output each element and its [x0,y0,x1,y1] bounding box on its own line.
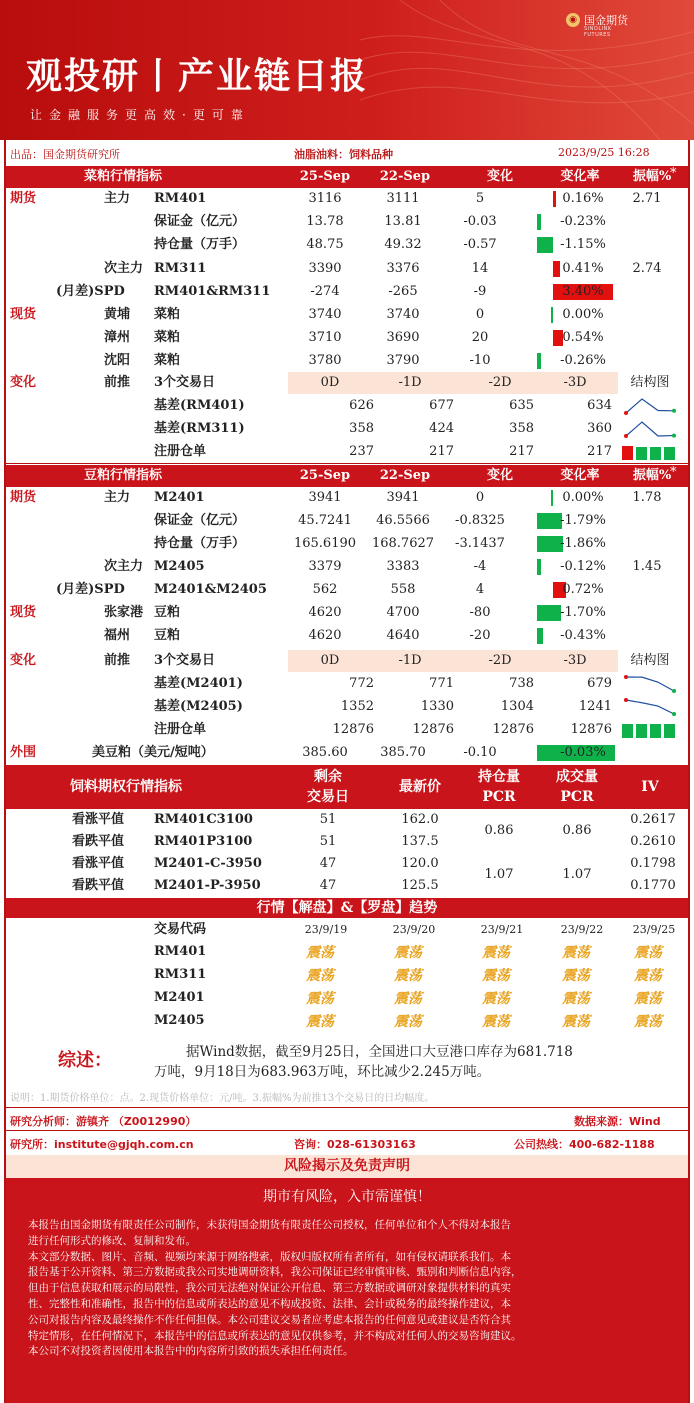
header-volume: 成交量 [556,769,598,785]
change-column-header: -3D [563,375,587,390]
option-contract: RM401C3100 [154,812,253,827]
trend-date: 23/9/21 [480,923,524,936]
value-previous: 49.32 [384,237,422,253]
value-previous: 3690 [386,330,420,346]
row-contract: 豆粕 [154,628,181,643]
change-value: 12876 [570,722,612,737]
value-current: 3740 [308,307,342,322]
last-price: 120.0 [401,856,439,871]
row-label: 主力 [104,490,131,505]
column-header: 22-Sep [379,468,431,483]
value-change: 5 [475,191,485,206]
trend-value: 震荡 [394,945,422,961]
value-current: 48.75 [306,237,344,253]
change-rate: -1.15% [560,237,606,253]
trend-value: 震荡 [634,968,662,984]
row-label: 前推 [104,375,131,390]
row-contract: RM401 [154,191,207,206]
trend-value: 震荡 [482,1014,510,1030]
sparkline-point [624,411,628,415]
change-column-header: -1D [398,653,422,668]
header-trading-days: 交易日 [307,789,349,805]
change-column-header: -2D [488,653,512,668]
column-header: 振幅% [632,468,672,483]
section-title: 豆粕行情指标 [84,468,163,483]
change-rate: -0.12% [560,559,606,574]
change-column-header: -3D [563,653,587,668]
value-previous: 3740 [386,307,420,322]
row-contract: M2405 [154,559,205,574]
row-label: 基差(RM401) [154,398,245,413]
trend-value: 震荡 [306,945,334,961]
warehouse-receipt-bar [622,446,633,460]
change-value: 771 [429,676,454,691]
sparkline-point [624,434,628,438]
value-previous: 168.7627 [371,536,435,551]
trend-value: 震荡 [482,945,510,961]
data-source: 数据来源：Wind [574,1115,661,1128]
row-contract: 菜粕 [154,307,181,322]
analyst-info: 研究分析师：游镇齐 （Z0012990） [10,1115,197,1128]
value-change: -3.1437 [455,536,505,551]
summary-label: 综述： [58,1050,112,1071]
change-column-header: 0D [320,653,340,668]
summary-text-line2: 万吨，9月18日为683.963万吨，环比减少2.245万吨。 [154,1064,491,1080]
row-label: 持仓量（万手） [154,536,246,551]
footer-divider [6,1107,688,1108]
change-column-header: -2D [488,375,512,390]
header-iv: IV [641,779,659,795]
row-group-label: 变化 [10,653,37,668]
change-value: 1241 [578,699,612,714]
row-label: 注册仓单 [154,722,207,737]
value-previous: 3941 [386,490,420,505]
header-oi: 持仓量 [478,769,520,785]
trend-date: 23/9/25 [632,923,676,936]
column-header: 25-Sep [299,169,351,184]
trend-value: 震荡 [306,991,334,1007]
option-contract: M2401-C-3950 [154,856,262,871]
volume-pcr: 1.07 [562,867,592,882]
warehouse-receipt-bar [664,447,675,460]
source-label: 出品：国金期货研究所 [10,148,120,161]
consult-phone: 咨询：028-61303163 [294,1138,416,1151]
footer-divider [6,1130,688,1131]
column-header: 22-Sep [379,169,431,184]
disclaimer-block [6,1178,688,1403]
report-header [0,0,694,140]
value-current: 13.78 [306,214,344,230]
value-previous: 13.81 [384,214,422,230]
institute-email: 研究所：institute@gjqh.com.cn [10,1138,194,1151]
value-change: 4 [475,582,485,597]
row-contract: RM401&RM311 [154,283,271,299]
negative-change-bar [537,628,543,644]
header-days-left: 剩余 [314,769,342,785]
option-contract: M2401-P-3950 [154,878,261,893]
implied-vol: 0.2617 [630,812,676,827]
last-price: 125.5 [401,878,439,893]
row-label: 张家港 [104,605,144,620]
change-rate: -0.26% [560,353,606,369]
row-label: 基差(RM311) [154,421,245,436]
value-previous: 3111 [386,191,420,206]
row-label: 次主力 [104,260,144,276]
trend-value: 震荡 [482,991,510,1007]
change-rate: 0.54% [562,330,604,346]
change-rate: -0.23% [560,214,606,230]
value-change: -9 [473,283,487,299]
column-header: 变化 [486,468,513,483]
decorative-lines-icon [360,0,694,140]
oi-pcr: 0.86 [484,823,514,838]
change-value: 1330 [420,699,454,714]
change-value: 217 [587,444,612,459]
column-header: 变化 [486,169,513,184]
header-oi-pcr: PCR [482,789,516,805]
category-label: 油脂油料：饲料品种 [294,148,393,161]
row-label: 保证金（亿元） [154,513,246,528]
warehouse-receipt-bar [636,447,647,460]
negative-change-bar [537,353,541,369]
row-label: 基差(M2405) [154,699,243,714]
option-type: 看涨平值 [72,812,125,827]
column-header: 变化率 [560,468,600,483]
value-previous: 3376 [386,260,420,276]
disclaimer-line: 性、完整性和准确性，报告中的信息或所表达的意见不构成投资、法律、会计或税务的最终操作建议，本 [28,1297,511,1310]
row-group-label: 现货 [10,605,37,620]
trend-value: 震荡 [394,1014,422,1030]
value-current: 45.7241 [298,513,352,528]
value-current: 4620 [308,605,342,620]
row-group-label: 期货 [10,191,37,206]
change-rate: -1.79% [560,513,606,528]
column-header: 25-Sep [299,468,351,483]
disclaimer-line: 但由于信息获取和展示的局限性，我公司无法绝对保证公开信息、第三方数据或调研对象提供材料的真实 [28,1282,511,1295]
trend-value: 震荡 [306,968,334,984]
structure-sparkline [622,697,678,717]
change-value: 677 [429,398,454,413]
row-label: 基差(M2401) [154,676,243,691]
value-change: -10 [469,353,491,369]
row-group-label: 现货 [10,307,37,322]
row-label: 漳州 [104,330,131,346]
value-current: -274 [310,283,340,299]
oi-pcr: 1.07 [484,867,514,882]
trend-value: 震荡 [562,1014,590,1030]
row-contract: RM311 [154,260,207,276]
trend-value: 震荡 [634,991,662,1007]
days-left: 47 [319,878,337,893]
value-current: 4620 [308,628,342,643]
trend-value: 震荡 [306,1014,334,1030]
change-column-header: 0D [320,375,340,390]
warehouse-receipt-bar [650,447,661,460]
row-contract: 3个交易日 [154,375,216,390]
sparkline-point [672,434,676,438]
amplitude-value: 1.45 [632,559,662,574]
value-current: 3379 [308,559,342,574]
value-previous: 558 [390,582,416,597]
value-current: 3941 [308,490,342,505]
row-label: 沈阳 [104,353,131,369]
warehouse-receipt-bar [622,724,633,738]
last-price: 137.5 [401,834,439,849]
warehouse-receipt-bar [636,724,647,738]
option-contract: RM401P3100 [154,834,253,849]
column-header: 变化率 [560,169,600,184]
trade-code-header: 交易代码 [154,922,207,937]
value-change: -0.03 [463,214,497,230]
report-subtitle: 让金融服务更高效·更可靠 [30,108,250,122]
change-column-header: -1D [398,375,422,390]
change-value: 358 [509,421,534,436]
days-left: 51 [319,812,337,827]
value-change: -0.57 [463,237,497,253]
risk-title: 风险揭示及免责声明 [6,1155,688,1178]
change-rate: 0.72% [562,582,604,597]
trend-value: 震荡 [562,968,590,984]
row-contract: 菜粕 [154,330,181,346]
change-value: 679 [587,676,612,691]
value-current: 165.6190 [293,536,357,551]
value-previous: 3383 [386,559,420,574]
row-label: 次主力 [104,559,144,574]
value-change: 0 [475,490,485,505]
value-previous: 46.5566 [376,513,430,528]
change-rate: -1.70% [560,605,606,620]
change-value: 1352 [340,699,374,714]
option-type: 看涨平值 [72,856,125,871]
row-group-label: 外围 [10,745,37,760]
value-current: 3116 [308,191,342,206]
warehouse-receipt-bar [650,724,661,738]
trend-value: 震荡 [394,991,422,1007]
value-current: 3390 [308,260,342,276]
change-value: 237 [349,444,374,459]
sparkline-point [672,409,676,413]
row-group-label: 期货 [10,490,37,505]
row-contract: 3个交易日 [154,653,216,668]
change-value: 634 [587,398,612,413]
trend-date: 23/9/19 [304,923,348,936]
change-rate: 0.16% [562,191,604,206]
change-value: 358 [349,421,374,436]
volume-pcr: 0.86 [562,823,592,838]
trend-value: 震荡 [394,968,422,984]
value-previous: 3790 [386,353,420,369]
disclaimer-line: 本文部分数据、图片、音频、视频均来源于网络搜索，版权归版权所有者所有，如有侵权请联系我们。本 [28,1250,511,1263]
trend-code: M2405 [154,1013,205,1028]
row-label: 福州 [104,628,131,643]
disclaimer-line: 特定情形，在任何情况下，本报告中的信息或所表达的意见仅供参考，并不构成对任何人的交易咨询建议。 [28,1329,522,1342]
value-change: 0 [475,307,485,322]
value-change: -4 [473,559,487,574]
value-change: -0.8325 [455,513,505,528]
asterisk-mark: * [670,166,677,181]
sparkline-point [672,712,676,716]
trend-value: 震荡 [634,1014,662,1030]
structure-sparkline [622,396,678,416]
row-group-label: 变化 [10,375,37,390]
logo-en-text: SINOLINK FUTURES [584,26,612,38]
asterisk-mark: * [670,465,677,480]
structure-sparkline [622,674,678,694]
implied-vol: 0.2610 [630,834,676,849]
value-change: -0.10 [463,745,497,760]
company-logo [566,12,628,38]
value-change: -20 [469,628,491,643]
change-value: 12876 [332,722,374,737]
option-type: 看跌平值 [72,878,125,893]
last-price: 162.0 [401,812,439,827]
change-value: 360 [587,421,612,436]
summary-text-line1: 据Wind数据，截至9月25日，全国进口大豆港口库存为681.718 [186,1044,573,1060]
sparkline-path [626,677,674,691]
row-label: 黄埔 [104,307,131,322]
trend-date: 23/9/20 [392,923,436,936]
change-value: 12876 [412,722,454,737]
value-change: -80 [469,605,491,620]
risk-slogan: 期市有风险，入市需谨慎！ [263,1189,431,1205]
days-left: 51 [319,834,337,849]
section-divider [6,463,688,464]
row-label: (月差)SPD [56,582,125,597]
section-title: 菜粕行情指标 [84,169,163,184]
change-rate: 0.00% [562,490,604,505]
column-header: 振幅% [632,169,672,184]
warehouse-receipt-bar [664,724,675,738]
sparkline-point [672,689,676,693]
row-label: 保证金（亿元） [154,214,246,230]
value-change: 20 [471,330,489,346]
disclaimer-line: 进行任何形式的修改、复制和发布。 [28,1234,196,1247]
trend-value: 震荡 [482,968,510,984]
change-value: 738 [509,676,534,691]
change-rate: 0.41% [562,260,604,276]
change-value: 217 [429,444,454,459]
trend-value: 震荡 [562,945,590,961]
value-current: 562 [312,582,338,597]
negative-change-bar [537,559,541,575]
value-current: 3780 [308,353,342,369]
row-contract: M2401&M2405 [154,582,267,597]
implied-vol: 0.1770 [630,878,676,893]
row-contract: M2401 [154,490,205,505]
trend-code: RM401 [154,944,207,959]
trend-title: 行情【解盘】&【罗盘】趋势 [256,900,438,916]
sparkline-point [624,675,628,679]
days-left: 47 [319,856,337,871]
trend-code: RM311 [154,967,207,982]
implied-vol: 0.1798 [630,856,676,871]
value-previous: -265 [388,283,418,299]
value-previous: 4700 [386,605,420,620]
logo-text: 国金期货 [584,14,628,27]
row-label: 注册仓单 [154,444,207,459]
disclaimer-line: 本公司不对投资者因使用本报告中的内容所引致的损失承担任何责任。 [28,1345,354,1358]
row-label: 持仓量（万手） [154,237,246,253]
amplitude-value: 2.74 [632,260,662,276]
row-contract: 菜粕 [154,353,181,369]
row-label: 主力 [104,191,131,206]
negative-change-bar [537,214,541,230]
change-rate: -1.86% [560,536,606,551]
row-label: (月差)SPD [56,283,125,299]
company-hotline: 公司热线：400-682-1188 [514,1138,655,1151]
disclaimer-line: 公司对报告内容及最终操作不作任何担保。本公司建议交易者应考虑本报告的任何意见或建议是否符合其 [28,1313,511,1326]
report-title: 观投研丨产业链日报 [26,56,369,97]
row-label: 前推 [104,653,131,668]
change-rate: -0.43% [560,628,606,643]
change-column-header: 结构图 [630,375,670,390]
disclaimer-line: 本报告由国金期货有限责任公司制作，未获得国金期货有限责任公司授权，任何单位和个人不得对本报告 [28,1219,511,1231]
trend-date: 23/9/22 [560,923,604,936]
change-value: 217 [509,444,534,459]
trend-value: 震荡 [634,945,662,961]
options-title: 饲料期权行情指标 [70,779,182,795]
trend-code: M2401 [154,990,205,1005]
row-contract: 豆粕 [154,605,181,620]
value-previous: 4640 [386,628,420,643]
change-rate: 0.00% [562,307,604,322]
footnote: 说明：1.期货价格单位：点。2.现货价格单位：元/吨。3.振幅%为前推13个交易日的日均幅度。 [10,1093,435,1104]
value-current: 3710 [308,330,342,346]
sparkline-point [624,698,628,702]
change-value: 635 [509,398,534,413]
change-rate: 3.40% [562,283,604,299]
sparkline-path [626,422,674,436]
change-value: 772 [349,676,374,691]
disclaimer-line: 报告基于公开资料、第三方数据或我公司实地调研资料，我公司保证已经审慎审核、甄别和判断信息内容， [28,1266,522,1279]
value-change: 14 [471,260,489,276]
sparkline-path [626,700,674,714]
sparkline-path [626,399,674,413]
header-last-price: 最新价 [399,779,441,795]
value-current: 385.60 [302,745,348,760]
change-column-header: 结构图 [630,653,670,668]
amplitude-value: 2.71 [632,191,662,206]
trend-value: 震荡 [562,991,590,1007]
report-datetime: 2023/9/25 16:28 [558,146,650,159]
amplitude-value: 1.78 [632,490,662,505]
logo-mark-icon: ◉ [566,13,580,27]
row-label: 美豆粕（美元/短吨） [92,745,214,760]
change-rate: -0.03% [560,745,606,760]
option-type: 看跌平值 [72,834,125,849]
change-value: 12876 [492,722,534,737]
header-volume-pcr: PCR [560,789,594,805]
value-previous: 385.70 [380,745,426,760]
change-value: 1304 [500,699,534,714]
change-value: 626 [349,398,374,413]
change-value: 424 [429,421,454,436]
structure-sparkline [622,419,678,439]
